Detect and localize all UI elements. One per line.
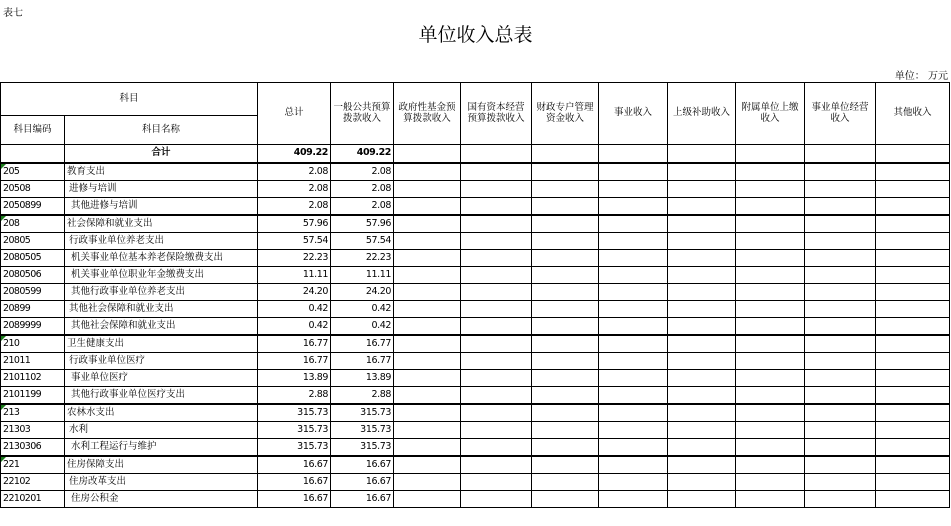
empty-cell (736, 163, 805, 181)
total-amount: 22.23 (258, 250, 331, 267)
empty-cell (461, 439, 532, 457)
table-row (1, 456, 950, 474)
empty-cell (736, 198, 805, 216)
empty-cell (394, 198, 461, 216)
empty-cell (736, 456, 805, 474)
empty-cell (461, 474, 532, 491)
table-row (1, 284, 950, 301)
empty-cell (876, 439, 950, 457)
subject-code: 22102 (1, 474, 65, 491)
subject-code: 2210201 (1, 491, 65, 508)
empty-cell (876, 474, 950, 491)
general-budget-amount: 16.67 (331, 491, 394, 508)
unit-label: 单位： 万元 (894, 71, 948, 82)
empty-cell (599, 353, 668, 370)
empty-cell (668, 353, 736, 370)
empty-cell (736, 404, 805, 422)
total-amount: 16.77 (258, 335, 331, 353)
subject-code: 2080506 (1, 267, 65, 284)
subject-code: 21011 (1, 353, 65, 370)
empty-cell (876, 198, 950, 216)
subject-code: 208 (1, 215, 65, 233)
empty-cell (394, 422, 461, 439)
empty-cell (736, 145, 805, 164)
empty-cell (394, 318, 461, 336)
empty-cell (394, 181, 461, 198)
empty-cell (668, 387, 736, 405)
empty-cell (668, 491, 736, 508)
subject-code: 2080505 (1, 250, 65, 267)
total-general-amount: 409.22 (331, 145, 394, 164)
empty-cell (876, 215, 950, 233)
empty-cell (736, 370, 805, 387)
total-amount: 2.08 (258, 163, 331, 181)
subject-name: 水利 (65, 422, 258, 439)
empty-cell (805, 335, 876, 353)
empty-cell (805, 250, 876, 267)
empty-cell (668, 233, 736, 250)
total-amount: 315.73 (258, 404, 331, 422)
empty-cell (461, 456, 532, 474)
empty-cell (805, 163, 876, 181)
empty-cell (876, 181, 950, 198)
subject-code: 221 (1, 456, 65, 474)
general-budget-amount: 16.67 (331, 474, 394, 491)
general-budget-amount: 315.73 (331, 422, 394, 439)
subject-name: 水利工程运行与维护 (65, 439, 258, 457)
empty-cell (876, 233, 950, 250)
empty-cell (461, 198, 532, 216)
general-budget-amount: 13.89 (331, 370, 394, 387)
empty-cell (736, 318, 805, 336)
subject-code: 2050899 (1, 198, 65, 216)
empty-cell (532, 491, 599, 508)
empty-cell (876, 301, 950, 318)
empty-cell (876, 370, 950, 387)
empty-cell (394, 387, 461, 405)
table-row (1, 301, 950, 318)
subject-name: 住房改革支出 (65, 474, 258, 491)
empty-cell (532, 335, 599, 353)
subject-code: 205 (1, 163, 65, 181)
empty-cell (736, 250, 805, 267)
empty-cell (532, 215, 599, 233)
empty-cell (461, 163, 532, 181)
empty-cell (668, 335, 736, 353)
empty-cell (532, 474, 599, 491)
empty-cell (805, 387, 876, 405)
empty-cell (532, 145, 599, 164)
subject-code: 20805 (1, 233, 65, 250)
table-row (1, 370, 950, 387)
general-budget-amount: 24.20 (331, 284, 394, 301)
empty-cell (805, 370, 876, 387)
empty-cell (736, 233, 805, 250)
empty-cell (532, 284, 599, 301)
general-budget-amount: 22.23 (331, 250, 394, 267)
empty-cell (394, 370, 461, 387)
total-code-cell (1, 145, 65, 164)
subject-name: 农林水支出 (65, 404, 258, 422)
total-amount: 0.42 (258, 318, 331, 336)
empty-cell (668, 215, 736, 233)
empty-cell (461, 370, 532, 387)
table-row (1, 387, 950, 405)
empty-cell (668, 439, 736, 457)
empty-cell (599, 404, 668, 422)
empty-cell (805, 422, 876, 439)
empty-cell (394, 474, 461, 491)
empty-cell (668, 181, 736, 198)
table-row (1, 198, 950, 216)
empty-cell (394, 491, 461, 508)
empty-cell (394, 456, 461, 474)
empty-cell (599, 422, 668, 439)
empty-cell (599, 491, 668, 508)
subject-name: 社会保障和就业支出 (65, 215, 258, 233)
empty-cell (668, 404, 736, 422)
total-amount: 0.42 (258, 301, 331, 318)
empty-cell (736, 491, 805, 508)
empty-cell (532, 318, 599, 336)
table-row (1, 215, 950, 233)
empty-cell (599, 215, 668, 233)
empty-cell (599, 387, 668, 405)
empty-cell (736, 215, 805, 233)
subject-code: 2080599 (1, 284, 65, 301)
subject-code: 2130306 (1, 439, 65, 457)
empty-cell (461, 215, 532, 233)
empty-cell (394, 335, 461, 353)
header-fiscal-special: 财政专户管理资金收入 (532, 83, 599, 145)
general-budget-amount: 16.77 (331, 353, 394, 370)
header-state-capital: 国有资本经营预算拨款收入 (461, 83, 532, 145)
empty-cell (599, 163, 668, 181)
empty-cell (805, 318, 876, 336)
general-budget-amount: 57.54 (331, 233, 394, 250)
empty-cell (599, 181, 668, 198)
empty-cell (461, 404, 532, 422)
empty-cell (876, 163, 950, 181)
empty-cell (668, 318, 736, 336)
empty-cell (532, 353, 599, 370)
empty-cell (805, 215, 876, 233)
header-other: 其他收入 (876, 83, 950, 145)
subject-name: 卫生健康支出 (65, 335, 258, 353)
general-budget-amount: 2.08 (331, 181, 394, 198)
general-budget-amount: 315.73 (331, 439, 394, 457)
general-budget-amount: 57.96 (331, 215, 394, 233)
empty-cell (532, 267, 599, 284)
empty-cell (461, 318, 532, 336)
empty-cell (736, 353, 805, 370)
total-amount: 2.88 (258, 387, 331, 405)
total-amount: 2.08 (258, 198, 331, 216)
empty-cell (599, 370, 668, 387)
subject-name: 其他行政事业单位养老支出 (65, 284, 258, 301)
empty-cell (876, 250, 950, 267)
empty-cell (461, 233, 532, 250)
header-total: 总计 (258, 83, 331, 145)
subject-name: 行政事业单位医疗 (65, 353, 258, 370)
empty-cell (394, 233, 461, 250)
subject-code: 2089999 (1, 318, 65, 336)
empty-cell (805, 404, 876, 422)
table-row (1, 491, 950, 508)
empty-cell (599, 301, 668, 318)
empty-cell (394, 439, 461, 457)
subject-code: 2101199 (1, 387, 65, 405)
total-amount: 315.73 (258, 422, 331, 439)
table-row (1, 353, 950, 370)
subject-code: 20508 (1, 181, 65, 198)
empty-cell (599, 250, 668, 267)
empty-cell (599, 233, 668, 250)
empty-cell (599, 335, 668, 353)
total-amount: 57.96 (258, 215, 331, 233)
sheet-label: 表七 (3, 8, 23, 19)
empty-cell (599, 318, 668, 336)
empty-cell (805, 456, 876, 474)
total-amount: 16.77 (258, 353, 331, 370)
empty-cell (532, 439, 599, 457)
empty-cell (805, 145, 876, 164)
subject-name: 住房保障支出 (65, 456, 258, 474)
empty-cell (805, 474, 876, 491)
empty-cell (599, 145, 668, 164)
empty-cell (599, 439, 668, 457)
empty-cell (394, 404, 461, 422)
empty-cell (461, 491, 532, 508)
subject-name: 进修与培训 (65, 181, 258, 198)
empty-cell (461, 181, 532, 198)
empty-cell (461, 145, 532, 164)
table-row (1, 422, 950, 439)
empty-cell (599, 267, 668, 284)
table-row (1, 233, 950, 250)
subject-name: 其他行政事业单位医疗支出 (65, 387, 258, 405)
total-amount: 11.11 (258, 267, 331, 284)
empty-cell (876, 267, 950, 284)
empty-cell (532, 387, 599, 405)
subject-name: 行政事业单位养老支出 (65, 233, 258, 250)
header-code: 科目编码 (1, 116, 65, 145)
empty-cell (736, 284, 805, 301)
empty-cell (805, 301, 876, 318)
header-affiliated: 附属单位上缴收入 (736, 83, 805, 145)
header-upper-subsidy: 上级补助收入 (668, 83, 736, 145)
page-title: 单位收入总表 (418, 24, 533, 46)
empty-cell (532, 456, 599, 474)
empty-cell (532, 181, 599, 198)
table-row (1, 181, 950, 198)
empty-cell (461, 301, 532, 318)
empty-cell (461, 267, 532, 284)
empty-cell (394, 301, 461, 318)
empty-cell (668, 370, 736, 387)
empty-cell (736, 439, 805, 457)
income-summary-table (0, 82, 950, 508)
general-budget-amount: 2.08 (331, 198, 394, 216)
empty-cell (668, 456, 736, 474)
empty-cell (736, 474, 805, 491)
subject-name: 教育支出 (65, 163, 258, 181)
table-row (1, 335, 950, 353)
empty-cell (394, 145, 461, 164)
table-row (1, 318, 950, 336)
total-amount: 16.67 (258, 474, 331, 491)
empty-cell (394, 284, 461, 301)
empty-cell (394, 353, 461, 370)
empty-cell (876, 145, 950, 164)
subject-name: 住房公积金 (65, 491, 258, 508)
total-amount: 315.73 (258, 439, 331, 457)
empty-cell (532, 250, 599, 267)
general-budget-amount: 315.73 (331, 404, 394, 422)
subject-code: 2101102 (1, 370, 65, 387)
subject-code: 213 (1, 404, 65, 422)
empty-cell (461, 250, 532, 267)
general-budget-amount: 16.67 (331, 456, 394, 474)
table-row (1, 250, 950, 267)
empty-cell (461, 353, 532, 370)
header-general-budget: 一般公共预算拨款收入 (331, 83, 394, 145)
table-row (1, 439, 950, 457)
header-subject: 科目 (1, 83, 258, 116)
empty-cell (876, 284, 950, 301)
empty-cell (668, 145, 736, 164)
table-row (1, 404, 950, 422)
general-budget-amount: 11.11 (331, 267, 394, 284)
subject-name: 事业单位医疗 (65, 370, 258, 387)
empty-cell (532, 422, 599, 439)
empty-cell (736, 335, 805, 353)
empty-cell (461, 284, 532, 301)
subject-code: 20899 (1, 301, 65, 318)
empty-cell (876, 456, 950, 474)
total-label: 合计 (65, 145, 258, 164)
table-row (1, 163, 950, 181)
empty-cell (461, 422, 532, 439)
general-budget-amount: 0.42 (331, 318, 394, 336)
empty-cell (736, 267, 805, 284)
empty-cell (394, 215, 461, 233)
empty-cell (876, 335, 950, 353)
empty-cell (532, 301, 599, 318)
general-budget-amount: 0.42 (331, 301, 394, 318)
general-budget-amount: 2.08 (331, 163, 394, 181)
subject-name: 机关事业单位基本养老保险缴费支出 (65, 250, 258, 267)
subject-name: 机关事业单位职业年金缴费支出 (65, 267, 258, 284)
empty-cell (876, 491, 950, 508)
empty-cell (736, 387, 805, 405)
empty-cell (461, 387, 532, 405)
empty-cell (805, 284, 876, 301)
empty-cell (668, 198, 736, 216)
empty-cell (532, 163, 599, 181)
empty-cell (736, 181, 805, 198)
empty-cell (532, 198, 599, 216)
total-amount: 57.54 (258, 233, 331, 250)
empty-cell (668, 422, 736, 439)
empty-cell (668, 250, 736, 267)
empty-cell (668, 474, 736, 491)
total-amount: 16.67 (258, 491, 331, 508)
total-amount: 2.08 (258, 181, 331, 198)
empty-cell (394, 250, 461, 267)
empty-cell (805, 439, 876, 457)
empty-cell (805, 181, 876, 198)
subject-name: 其他社会保障和就业支出 (65, 301, 258, 318)
empty-cell (876, 387, 950, 405)
empty-cell (668, 301, 736, 318)
empty-cell (876, 353, 950, 370)
empty-cell (461, 335, 532, 353)
general-budget-amount: 16.77 (331, 335, 394, 353)
total-amount: 13.89 (258, 370, 331, 387)
general-budget-amount: 2.88 (331, 387, 394, 405)
empty-cell (668, 163, 736, 181)
total-amount: 24.20 (258, 284, 331, 301)
empty-cell (805, 233, 876, 250)
table-row (1, 267, 950, 284)
header-business: 事业收入 (599, 83, 668, 145)
header-name: 科目名称 (65, 116, 258, 145)
empty-cell (805, 353, 876, 370)
header-gov-fund: 政府性基金预算拨款收入 (394, 83, 461, 145)
empty-cell (394, 267, 461, 284)
empty-cell (599, 198, 668, 216)
empty-cell (668, 284, 736, 301)
empty-cell (599, 456, 668, 474)
empty-cell (394, 163, 461, 181)
subject-code: 210 (1, 335, 65, 353)
empty-cell (736, 422, 805, 439)
total-amount: 16.67 (258, 456, 331, 474)
subject-name: 其他进修与培训 (65, 198, 258, 216)
empty-cell (876, 404, 950, 422)
total-amount: 409.22 (258, 145, 331, 164)
empty-cell (805, 198, 876, 216)
empty-cell (668, 267, 736, 284)
empty-cell (599, 474, 668, 491)
total-row (1, 145, 950, 164)
header-operation: 事业单位经营收入 (805, 83, 876, 145)
empty-cell (532, 370, 599, 387)
table-row (1, 474, 950, 491)
empty-cell (532, 233, 599, 250)
empty-cell (805, 491, 876, 508)
subject-name: 其他社会保障和就业支出 (65, 318, 258, 336)
empty-cell (805, 267, 876, 284)
empty-cell (876, 422, 950, 439)
empty-cell (532, 404, 599, 422)
subject-code: 21303 (1, 422, 65, 439)
empty-cell (876, 318, 950, 336)
empty-cell (599, 284, 668, 301)
empty-cell (736, 301, 805, 318)
